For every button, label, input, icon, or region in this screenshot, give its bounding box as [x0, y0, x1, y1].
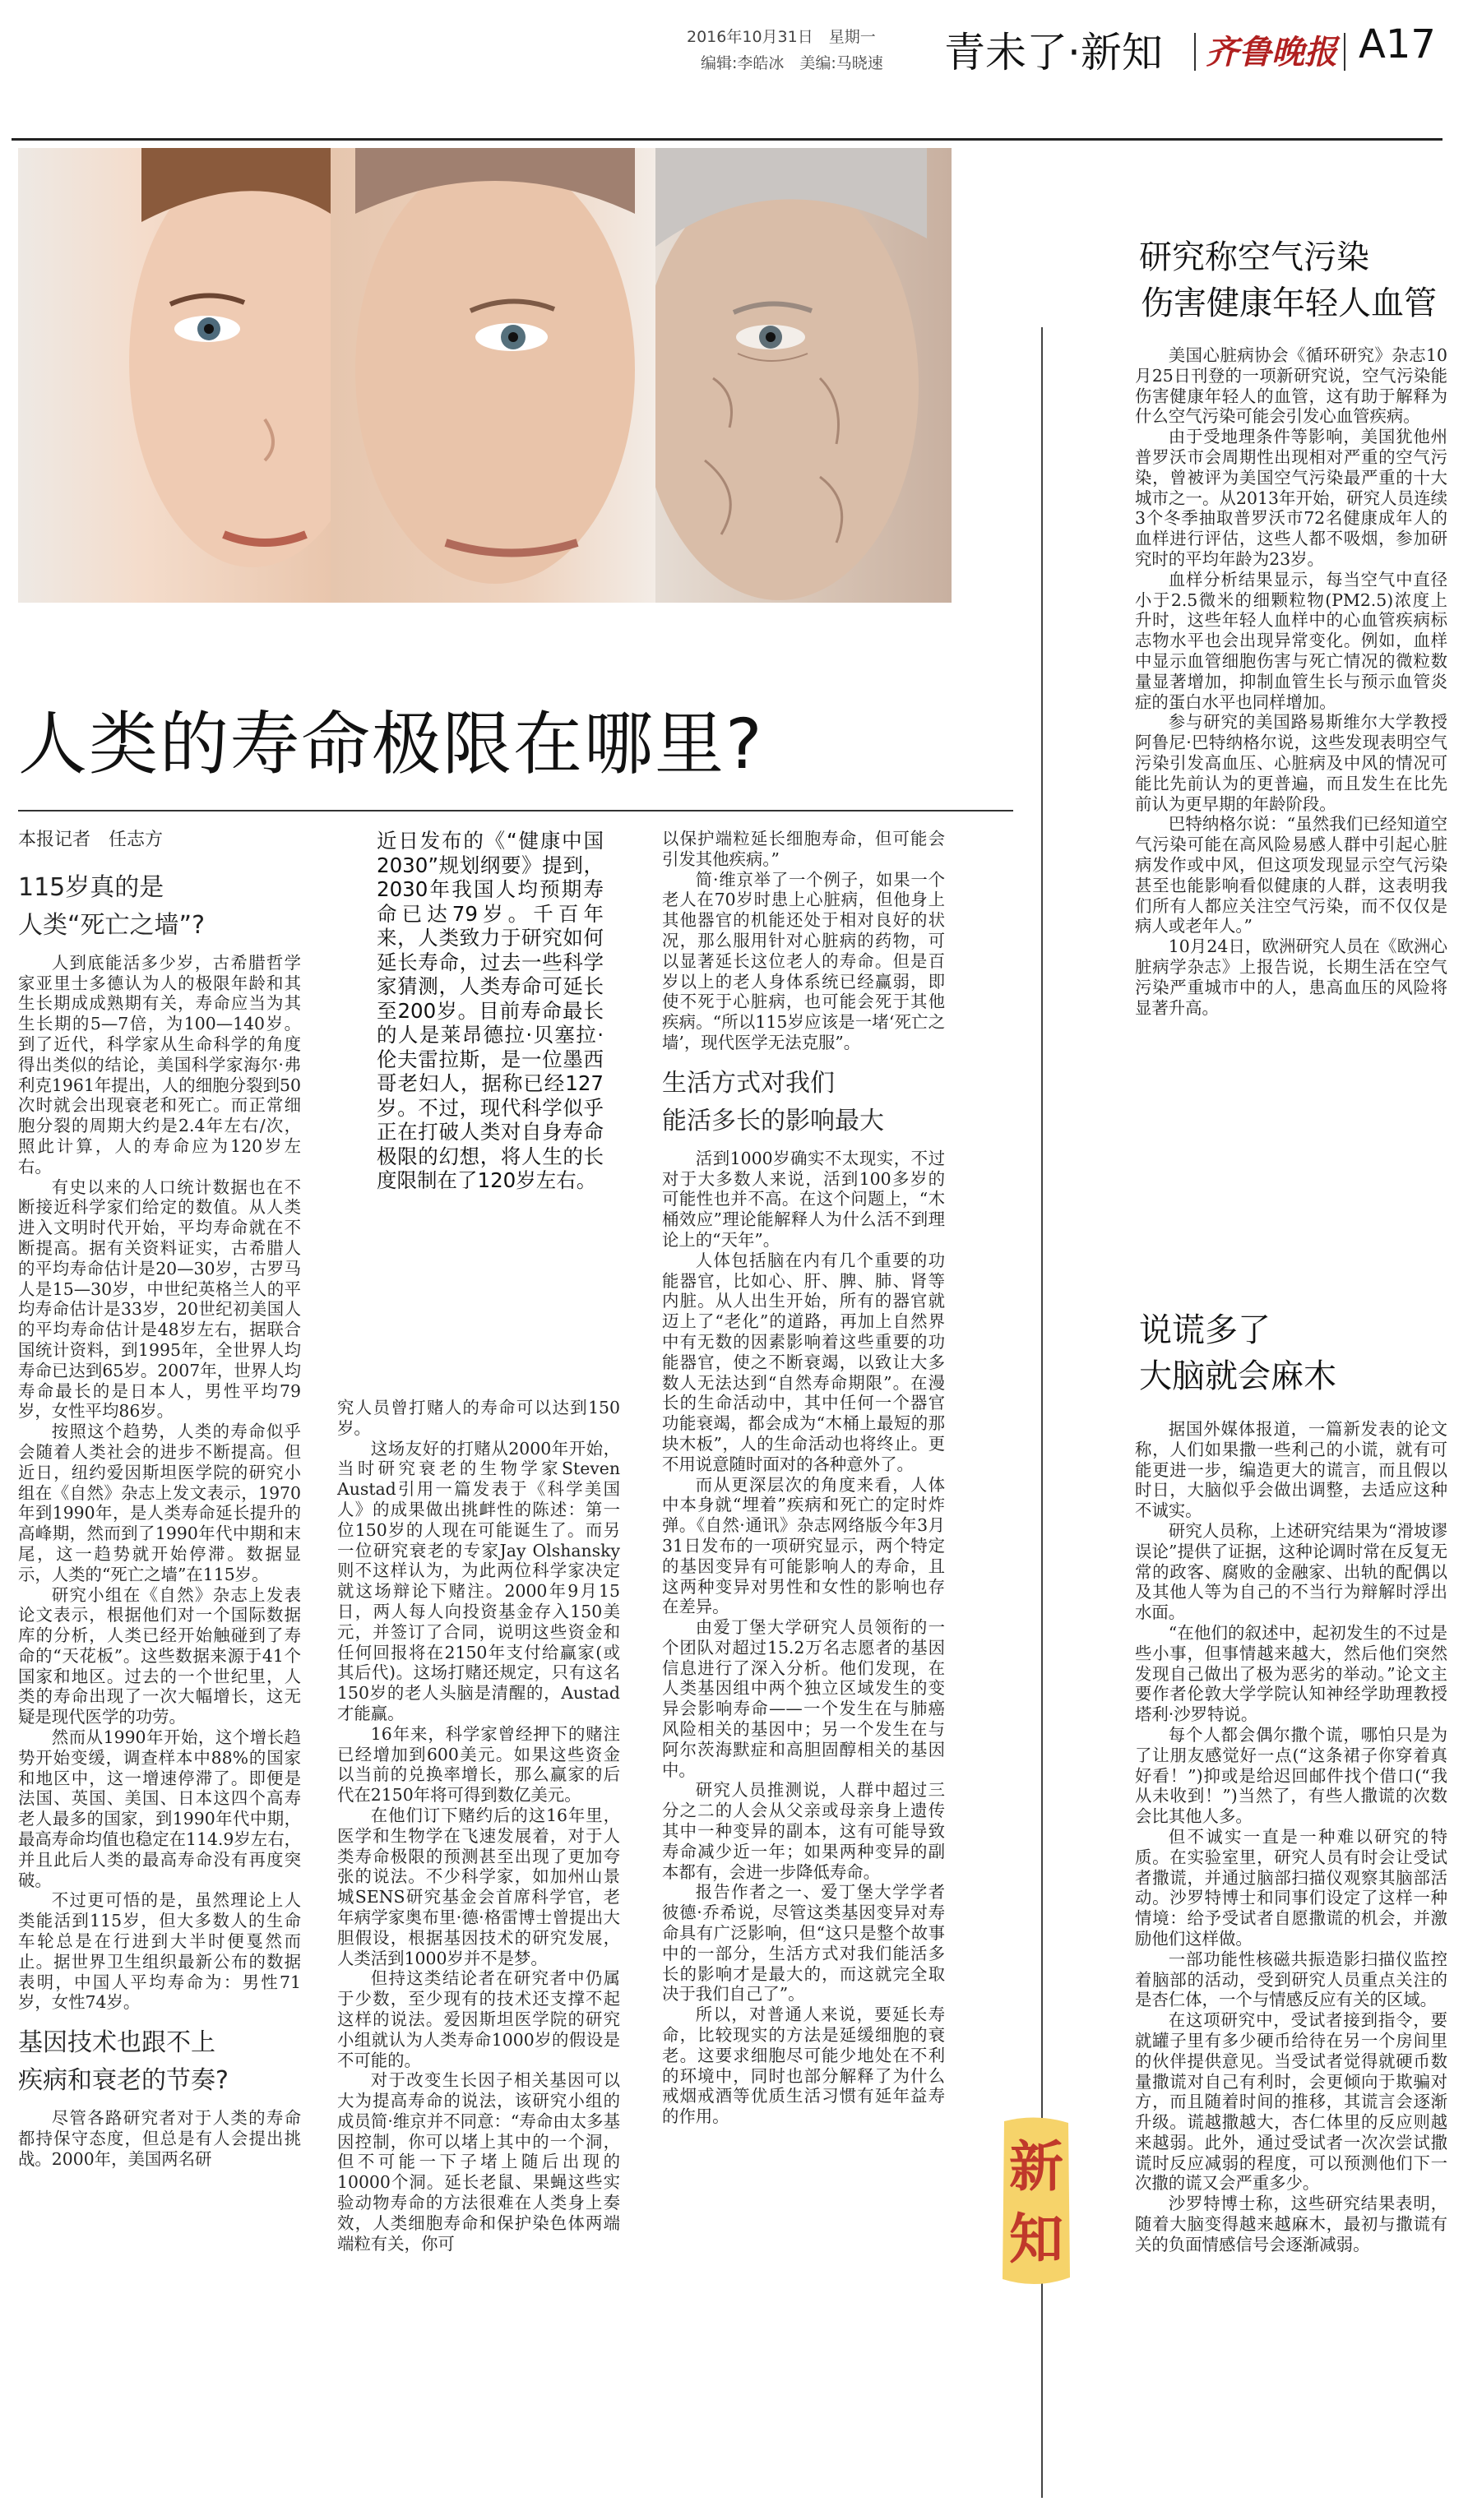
- paragraph: 一部功能性核磁共振造影扫描仪监控着脑部的活动，受到研究人员重点关注的是杏仁体，一个与情感反应有关的区域。: [1135, 1949, 1447, 2010]
- section-title: 青未了·新知: [944, 29, 1163, 76]
- old-face-panel: [655, 148, 952, 603]
- article-headline: 人类的寿命极限在哪里?: [18, 704, 764, 784]
- article-column-3: [662, 829, 945, 2127]
- paragraph: 简·维京举了一个例子，如果一个老人在70岁时患上心脏病，但他身上其他器官的机能还处于相对良好的状况，那么服用针对心脏病的药物，可以显著延长这位老人的寿命。但是百岁以上的老人身体系统已经赢弱，即使不死于心脏病，也可能会死于其他疾病。“所以115岁应该是一堵‘死亡之墙’，现代医学无法克服”。: [662, 869, 945, 1052]
- paragraph: 但不诚实一直是一种难以研究的特质。在实验室里，研究人员有时会让受试者撒谎，并通过脑部扫描仪观察其脑部活动。沙罗特博士和同事们设定了这样一种情境：给予受试者自愿撒谎的机会，并激励他们这样做。: [1135, 1826, 1447, 1949]
- paragraph: 有史以来的人口统计数据也在不断接近科学家们给定的数值。从人类进入文明时代开始，平均寿命就在不断提高。据有关资料证实，古希腊人的平均寿命估计是20—30岁，古罗马人是15—30岁，中世纪英格兰人的平均寿命估计是33岁，20世纪初美国人的平均寿命估计是48岁左右，据联合国统计资料，到1995年，全世界人均寿命已达到65岁。2007年，世界人均寿命最长的是日本人，男性平均79岁，女性平均86岁。: [18, 1177, 301, 1422]
- old-face-illustration: [655, 148, 952, 603]
- subheading-line: 能活多长的影响最大: [662, 1106, 884, 1135]
- title-line: 研究称空气污染: [1139, 238, 1369, 276]
- page-number: A17: [1359, 21, 1436, 67]
- subheading-2: [18, 2024, 301, 2100]
- paragraph: 所以，对普通人来说，要延长寿命，比较现实的方法是延缓细胞的衰老。这要求细胞尽可能少地处在不利的环境中，同时也部分解释了为什么戒烟戒酒等优质生活习惯有延年益寿的作用。: [662, 2004, 945, 2127]
- paragraph: 研究小组在《自然》杂志上发表论文表示，根据他们对一个国际数据库的分析，人类已经开始触碰到了寿命的“天花板”。这些数据来源于41个国家和地区。过去的一个世纪里，人类的寿命出现了一次大幅增长，这无疑是现代医学的功劳。: [18, 1584, 301, 1727]
- paragraph: 血样分析结果显示，每当空气中直径小于2.5微米的细颗粒物(PM2.5)浓度上升时，这些年轻人血样中的心血管疾病标志物水平也会出现异常变化。例如，血样中显示血管细胞伤害与死亡情况的微粒数量显著增加，抑制血管生长与预示血管炎症的蛋白水平也同样增加。: [1135, 569, 1447, 712]
- paragraph: 而从更深层次的角度来看，人体中本身就“埋着”疾病和死亡的定时炸弹。《自然·通讯》杂志网络版今年3月31日发布的一项研究显示，两个特定的基因变异有可能影响人的寿命，且这两种变异对男性和女性的影响也存在差异。: [662, 1474, 945, 1617]
- subheading-line: 疾病和衰老的节奏?: [18, 2066, 229, 2096]
- stamp-char: 知: [1009, 2207, 1063, 2271]
- middle-age-face-panel: [331, 148, 655, 603]
- article-lead: 近日发布的《“健康中国2030”规划纲要》提到，2030年我国人均预期寿命已达79岁。千百年来，人类致力于研究如何延长寿命，过去一些科学家猜测，人类寿命可延长至200岁。目前寿命最长的人是莱昂德拉·贝塞拉·伦夫雷拉斯，是一位墨西哥老妇人，据称已经127岁。不过，现代科学似乎正在打破人类对自身寿命极限的幻想，将人生的长度限制在了120岁左右。: [377, 829, 604, 1192]
- paragraph: 人体包括脑在内有几个重要的功能器官，比如心、肝、脾、肺、肾等内脏。从人出生开始，所有的器官就迈上了“老化”的道路，再加上自然界中有无数的因素影响着这些重要的功能器官，使之不断衰竭，以致让大多数人无法达到“自然寿命期限”。在漫长的生命活动中，其中任何一个器官功能衰竭，都会成为“木桶上最短的那块木板”，人的生命活动也将终止。更不用说意随时面对的各种意外了。: [662, 1250, 945, 1474]
- paragraph: 每个人都会偶尔撒个谎，哪怕只是为了让朋友感觉好一点(“这条裙子你穿着真好看！”)抑或是给迟回邮件找个借口(“我从未收到！”)当然了，有些人撒谎的次数会比其他人多。: [1135, 1724, 1447, 1827]
- article-column-2: [337, 1398, 620, 2254]
- paragraph: 人到底能活多少岁，古希腊哲学家亚里士多德认为人的极限年龄和其生长期成成熟期有关，寿命应当为其生长期的5—7倍，为100—140岁。到了近代，科学家从生命科学的角度得出类似的结论，美国科学家海尔·弗利克1961年提出，人的细胞分裂到50次时就会出现衰老和死亡。而正常细胞分裂的周期大约是2.4年左右/次，照此计算，人的寿命应为120岁左右。: [18, 952, 301, 1177]
- side-article-1-title: [1139, 234, 1452, 326]
- young-face-panel: [18, 148, 331, 603]
- subheading-line: 人类“死亡之墙”?: [18, 910, 206, 940]
- paragraph: 研究人员称，上述研究结果为“滑坡谬误论”提供了证据，这种论调时常在反复无常的政客、腐败的金融家、出轨的配偶以及其他人等为自己的不当行为辩解时浮出水面。: [1135, 1520, 1447, 1623]
- title-line: 伤害健康年轻人血管: [1141, 284, 1437, 322]
- paragraph: 尽管各路研究者对于人类的寿命都持保守态度，但总是有人会提出挑战。2000年，美国两名研: [18, 2108, 301, 2169]
- header-divider: [1194, 33, 1196, 71]
- paragraph: 究人员曾打赌人的寿命可以达到150岁。: [337, 1398, 620, 1438]
- newspaper-logo: 齐鲁晚报: [1206, 33, 1337, 72]
- subheading-line: 生活方式对我们: [662, 1068, 835, 1098]
- paragraph: 由于受地理条件等影响，美国犹他州普罗沃市会周期性出现相对严重的空气污染，曾被评为美国空气污染最严重的十大城市之一。从2013年开始，研究人员连续3个冬季抽取普罗沃市72名健康成年人的血样进行评估，这些人都不吸烟，参加研究时的平均年龄为23岁。: [1135, 427, 1447, 569]
- subheading-3: [662, 1065, 945, 1140]
- paragraph: 由爱丁堡大学研究人员领衔的一个团队对超过15.2万名志愿者的基因信息进行了深入分析。他们发现，在人类基因组中两个独立区域发生的变异会影响寿命——一个发生在与肺癌风险相关的基因中；另一个发生在与阿尔茨海默症和高胆固醇相关的基因中。: [662, 1617, 945, 1780]
- subheading-line: 基因技术也跟不上: [18, 2028, 215, 2058]
- middle-face-illustration: [331, 148, 655, 603]
- paragraph: 美国心脏病协会《循环研究》杂志10月25日刊登的一项新研究说，空气污染能伤害健康年轻人的血管，这有助于解释为什么空气污染可能会引发心血管疾病。: [1135, 345, 1447, 427]
- young-face-illustration: [18, 148, 331, 603]
- header-divider: [1344, 33, 1345, 71]
- issue-date: 2016年10月31日 星期一: [687, 28, 876, 46]
- header-rule: [12, 138, 1443, 141]
- paragraph: 以保护端粒延长细胞寿命，但可能会引发其他疾病。”: [662, 829, 945, 869]
- paragraph: 10月24日，欧洲研究人员在《欧洲心脏病学杂志》上报告说，长期生活在空气污染严重城市中的人，患高血压的风险将显著升高。: [1135, 936, 1447, 1018]
- paragraph: 然而从1990年开始，这个增长趋势开始变缓，调查样本中88%的国家和地区中，这一增速停滞了。即便是法国、英国、美国、日本这四个高寿老人最多的国家，到1990年代中期，最高寿命均值也稳定在114.9岁左右，并且此后人类的最高寿命没有再度突破。: [18, 1727, 301, 1890]
- paragraph: 巴特纳格尔说：“虽然我们已经知道空气污染可能在高风险易感人群中引起心脏病发作或中风，但这项发现显示空气污染甚至也能影响看似健康的人群，这表明我们所有人都应关注空气污染，而不仅仅是病人或老年人。”: [1135, 814, 1447, 936]
- title-line: 说谎多了: [1139, 1311, 1271, 1349]
- paragraph: “在他们的叙述中，起初发生的不过是些小事，但事情越来越大，然后他们突然发现自己做出了极为恶劣的举动。”论文主要作者伦敦大学学院认知神经学助理教授塔利·沙罗特说。: [1135, 1622, 1447, 1725]
- paragraph: 报告作者之一、爱丁堡大学学者彼德·乔希说，尽管这类基因变异对寿命具有广泛影响，但“这只是整个故事中的一部分，生活方式对我们能活多长的影响才是最大的，而这就完全取决于我们自己了”。: [662, 1882, 945, 2004]
- paragraph: 16年来，科学家曾经押下的赌注已经增加到600美元。如果这些资金以当前的兑换率增长，那么赢家的后代在2150年将可得到数亿美元。: [337, 1723, 620, 1806]
- paragraph: 研究人员推测说，人群中超过三分之二的人会从父亲或母亲身上遗传其中一种变异的副本，这有可能导致寿命减少近一年；如果两种变异的副本都有，会进一步降低寿命。: [662, 1780, 945, 1882]
- paragraph: 沙罗特博士称，这些研究结果表明，随着大脑变得越来越麻木，最初与撒谎有关的负面情感信号会逐渐减弱。: [1135, 2194, 1447, 2254]
- paragraph: 参与研究的美国路易斯维尔大学教授阿鲁尼·巴特纳格尔说，这些发现表明空气污染引发高血压、心脏病及中风的情况可能比先前认为的更普遍，而且发生在比先前认为更早期的年龄阶段。: [1135, 712, 1447, 814]
- stamp-graphic: [999, 2113, 1073, 2290]
- paragraph: 对于改变生长因子相关基因可以大为提高寿命的说法，该研究小组的成员简·维京并不同意：“寿命由太多基因控制，你可以堵上其中的一个洞，但不可能一下子堵上随后出现的10000个洞。延长老鼠、果蝇这些实验动物寿命的方法很难在人类身上奏效，人类细胞寿命和保护染色体两端端粒有关，你可: [337, 2070, 620, 2254]
- paragraph: 据国外媒体报道，一篇新发表的论文称，人们如果撒一些利己的小谎，就有可能更进一步，编造更大的谎言，而且假以时日，大脑似乎会做出调整，去适应这种不诚实。: [1135, 1419, 1447, 1521]
- paragraph: 在这项研究中，受试者接到指令，要就罐子里有多少硬币给待在另一个房间里的伙伴提供意见。当受试者觉得就硬币数量撒谎对自己有利时，会更倾向于欺骗对方，而且随着时间的推移，其谎言会逐渐升级。谎越撒越大，杏仁体里的反应则越来越弱。此外，通过受试者一次次尝试撒谎时反应减弱的程度，可以预测他们下一次撒的谎又会严重多少。: [1135, 2010, 1447, 2194]
- paragraph: 不过更可悟的是，虽然理论上人类能活到115岁，但大多数人的生命车轮总是在行进到大半时便戛然而止。据世界卫生组织最新公布的数据表明，中国人平均寿命为：男性71岁，女性74岁。: [18, 1890, 301, 2013]
- editors-credit: 编辑:李皓冰 美编:马晓速: [701, 54, 883, 72]
- paragraph: 但持这类结论者在研究者中仍属于少数，至少现有的技术还支撑不起这样的说法。爱因斯坦医学院的研究小组就认为人类寿命1000岁的假设是不可能的。: [337, 1968, 620, 2070]
- stamp-char: 新: [1009, 2134, 1063, 2199]
- subheading-1: [18, 869, 301, 945]
- side-article-2-title: [1139, 1307, 1452, 1399]
- subheading-line: 115岁真的是: [18, 872, 164, 902]
- side-article-1-body: [1135, 345, 1447, 1018]
- byline: 本报记者 任志方: [18, 830, 164, 850]
- title-line: 大脑就会麻木: [1139, 1357, 1336, 1395]
- paragraph: 按照这个趋势，人类的寿命似乎会随着人类社会的进步不断提高。但近日，纽约爱因斯坦医学院的研究小组在《自然》杂志上发文表示，1970年到1990年，是人类寿命延长提升的高峰期，然而到了1990年代中期和末尾，这一趋势就开始停滞。数据显示，人类的“死亡之墙”在115岁。: [18, 1422, 301, 1584]
- paragraph: 在他们订下赌约后的这16年里，医学和生物学在飞速发展着，对于人类寿命极限的预测甚至出现了更加夸张的说法。不少科学家，如加州山景城SENS研究基金会首席科学官，老年病学家奥布里·德·格雷博士曾提出大胆假设，根据基因技术的研究发展，人类活到1000岁并不是梦。: [337, 1805, 620, 1968]
- paragraph: 活到1000岁确实不太现实，不过对于大多数人来说，活到100多岁的可能性也并不高。在这个问题上，“木桶效应”理论能解释人为什么活不到理论上的“天年”。: [662, 1148, 945, 1250]
- headline-rule: [18, 810, 1013, 811]
- paragraph: 这场友好的打赌从2000年开始，当时研究衰老的生物学家Steven Austad引用一篇发表于《科学美国人》的成果做出挑衅性的陈述：第一位150岁的人现在可能诞生了。而另一位研究衰老的专家Jay Olshansky则不这样认为，为此两位科学家决定就这场辩论下赌注。2000年9月15日，两人每人向投资基金存入150美元，并签订了合同，说明这些资金和任何回报将在2150年支付给赢家(或其后代)。这场打赌还规定，只有这名150岁的老人头脑是清醒的，Austad才能赢。: [337, 1438, 620, 1723]
- section-stamp: [999, 2113, 1073, 2290]
- article-column-1: [18, 830, 301, 2170]
- aging-faces-photo: [18, 148, 952, 603]
- side-article-2-body: [1135, 1419, 1447, 2255]
